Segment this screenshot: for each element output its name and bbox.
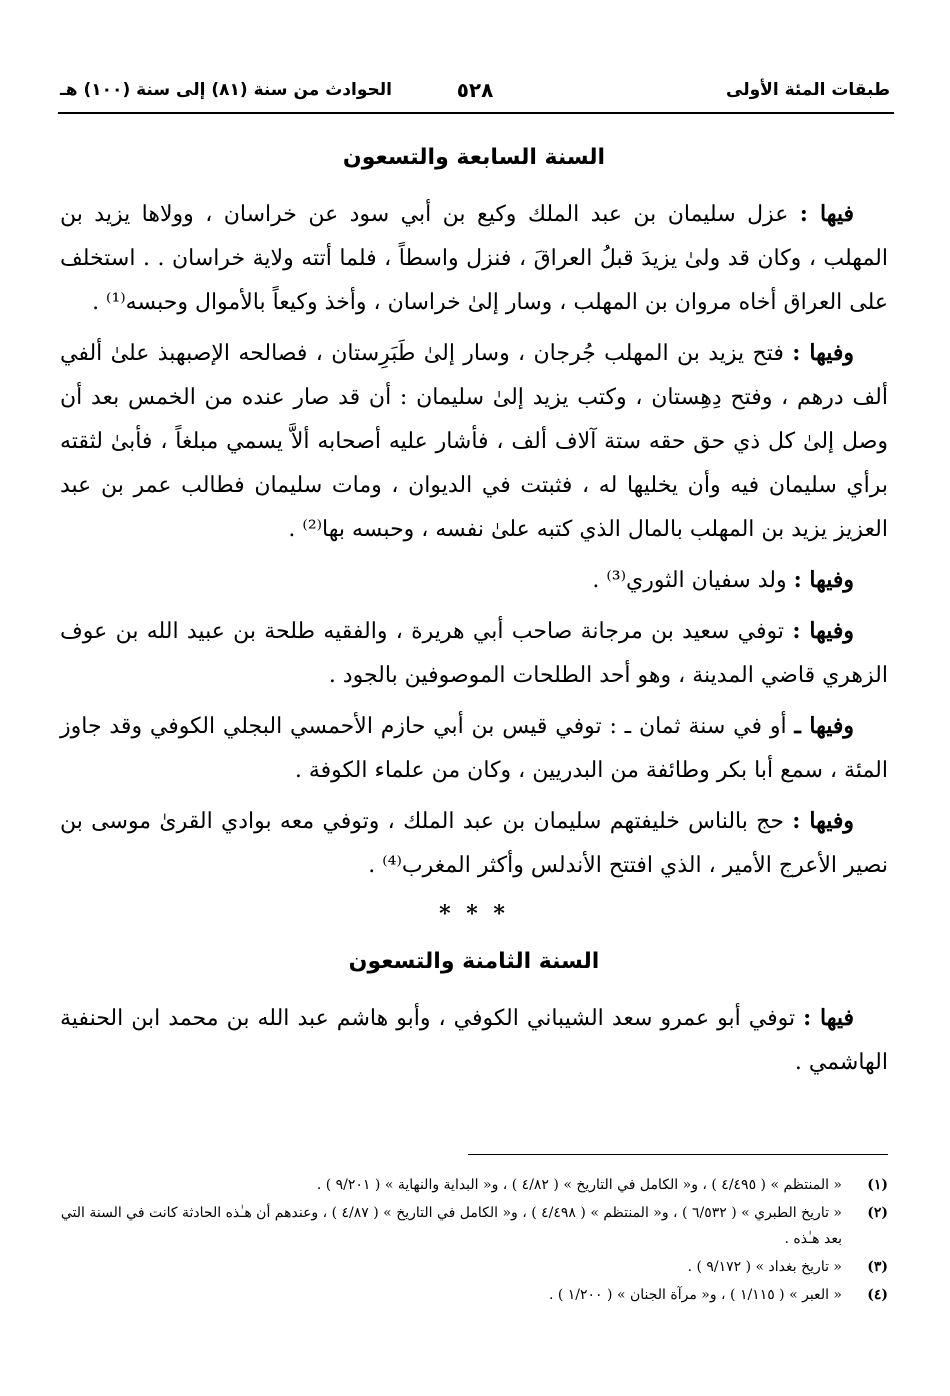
footnote-number: (٣)	[867, 1259, 888, 1275]
paragraph	[60, 558, 888, 603]
footnote	[60, 1254, 888, 1280]
footnote	[60, 1172, 888, 1198]
paragraph-text: فتح يزيد بن المهلب جُرجان ، وسار إلىٰ طَبَرِستان ، فصالحه الإصبهبذ علىٰ ألفي ألف درهم ، وفتح دِهِستان ، وكتب يزيد إلىٰ سليمان : أن قد صار عنده من الخمس بعد أن وصل إلىٰ كل ذي حق حقه ستة آلاف ألف ، فأشار عليه أصحابه ألاَّ يسمي مبلغاً ، فأبىٰ لثقته برأي سليمان فيه وأن يخليها له ، فثبتت في الديوان ، ومات سليمان فطالب عمر بن عبد العزيز يزيد بن المهلب بالمال الذي كتبه علىٰ نفسه ، وحبسه بها⁽²⁾ .	[60, 341, 888, 542]
paragraph-text: حج بالناس خليفتهم سليمان بن عبد الملك ، وتوفي معه بوادي القرىٰ موسى بن نصير الأعرج الأمير ، الذي افتتح الأندلس وأكثر المغرب⁽⁴⁾ .	[60, 809, 888, 878]
footnote-number: (٢)	[867, 1205, 888, 1221]
paragraph	[60, 609, 888, 698]
paragraph-lead: وفيها :	[792, 340, 854, 366]
paragraph	[60, 704, 888, 793]
footnote	[60, 1282, 888, 1308]
paragraph	[60, 331, 888, 552]
footnote-text: « العبر » ( ١/١١٥ ) ، و« مرآة الجنان » ( ١/٢٠٠ ) .	[548, 1287, 842, 1303]
footnote-text: « تاريخ بغداد » ( ٩/١٧٢ ) .	[687, 1259, 842, 1275]
paragraph-lead: وفيها :	[792, 618, 854, 644]
footnotes	[60, 1172, 888, 1310]
footnote-text: « تاريخ الطبري » ( ٦/٥٣٢ ) ، و« المنتظم » ( ٤/٤٩٨ ) ، و« الكامل في التاريخ » ( ٤/٨٧ ) ، وعندهم أن هـٰذه الحادثة كانت في السنة التي بعد هـٰذه .	[60, 1205, 842, 1247]
footnote-rule	[468, 1154, 888, 1155]
running-header	[60, 78, 890, 112]
chapter-range: الحوادث من سنة (٨١) إلى سنة (١٠٠) هـ	[60, 80, 392, 100]
paragraph-text: توفي سعيد بن مرجانة صاحب أبي هريرة ، والفقيه طلحة بن عبيد الله بن عوف الزهري قاضي المدينة ، وهو أحد الطلحات الموصوفين بالجود .	[60, 619, 888, 688]
footnote-number: (١)	[867, 1177, 888, 1193]
paragraph-lead: وفيها :	[792, 808, 854, 834]
paragraph	[60, 799, 888, 888]
paragraph-text: أو في سنة ثمان ـ : توفي قيس بن أبي حازم الأحمسي البجلي الكوفي وقد جاوز المئة ، سمع أبا بكر وطائفة من البدريين ، وكان من علماء الكوفة .	[60, 714, 888, 783]
footnote-text: « المنتظم » ( ٤/٤٩٥ ) ، و« الكامل في التاريخ » ( ٤/٨٢ ) ، و« البداية والنهاية » ( ٩/٢٠١ ) .	[316, 1177, 842, 1193]
paragraph-lead: فيها :	[803, 1005, 854, 1031]
paragraph	[60, 996, 888, 1085]
paragraph-text: عزل سليمان بن عبد الملك وكيع بن أبي سود عن خراسان ، وولاها يزيد بن المهلب ، وكان قد ولىٰ يزيدَ قبلُ العراقَ ، فنزل واسطاً ، فلما أتته ولاية خراسان . . استخلف على العراق أخاه مروان بن المهلب ، وسار إلىٰ خراسان ، وأخذ وكيعاً بالأموال وحبسه⁽¹⁾ .	[60, 202, 888, 315]
main-text	[60, 140, 888, 1091]
paragraph-lead: فيها :	[799, 201, 854, 227]
book-title: طبقات المئة الأولى	[726, 80, 890, 100]
footnote	[60, 1200, 888, 1252]
paragraph-lead: وفيها :	[793, 567, 854, 593]
section-heading: السنة السابعة والتسعون	[342, 145, 606, 170]
header-rule	[58, 112, 894, 114]
page-number: ٥٢٨	[456, 78, 494, 102]
section-separator: * * *	[439, 901, 509, 927]
paragraph-text: توفي أبو عمرو سعد الشيباني الكوفي ، وأبو هاشم عبد الله بن محمد ابن الحنفية الهاشمي .	[60, 1006, 888, 1075]
footnote-number: (٤)	[867, 1287, 888, 1303]
paragraph	[60, 192, 888, 325]
section-heading: السنة الثامنة والتسعون	[348, 949, 600, 974]
paragraph-lead: وفيها ـ	[794, 713, 854, 739]
paragraph-text: ولد سفيان الثوري⁽³⁾ .	[592, 568, 787, 593]
